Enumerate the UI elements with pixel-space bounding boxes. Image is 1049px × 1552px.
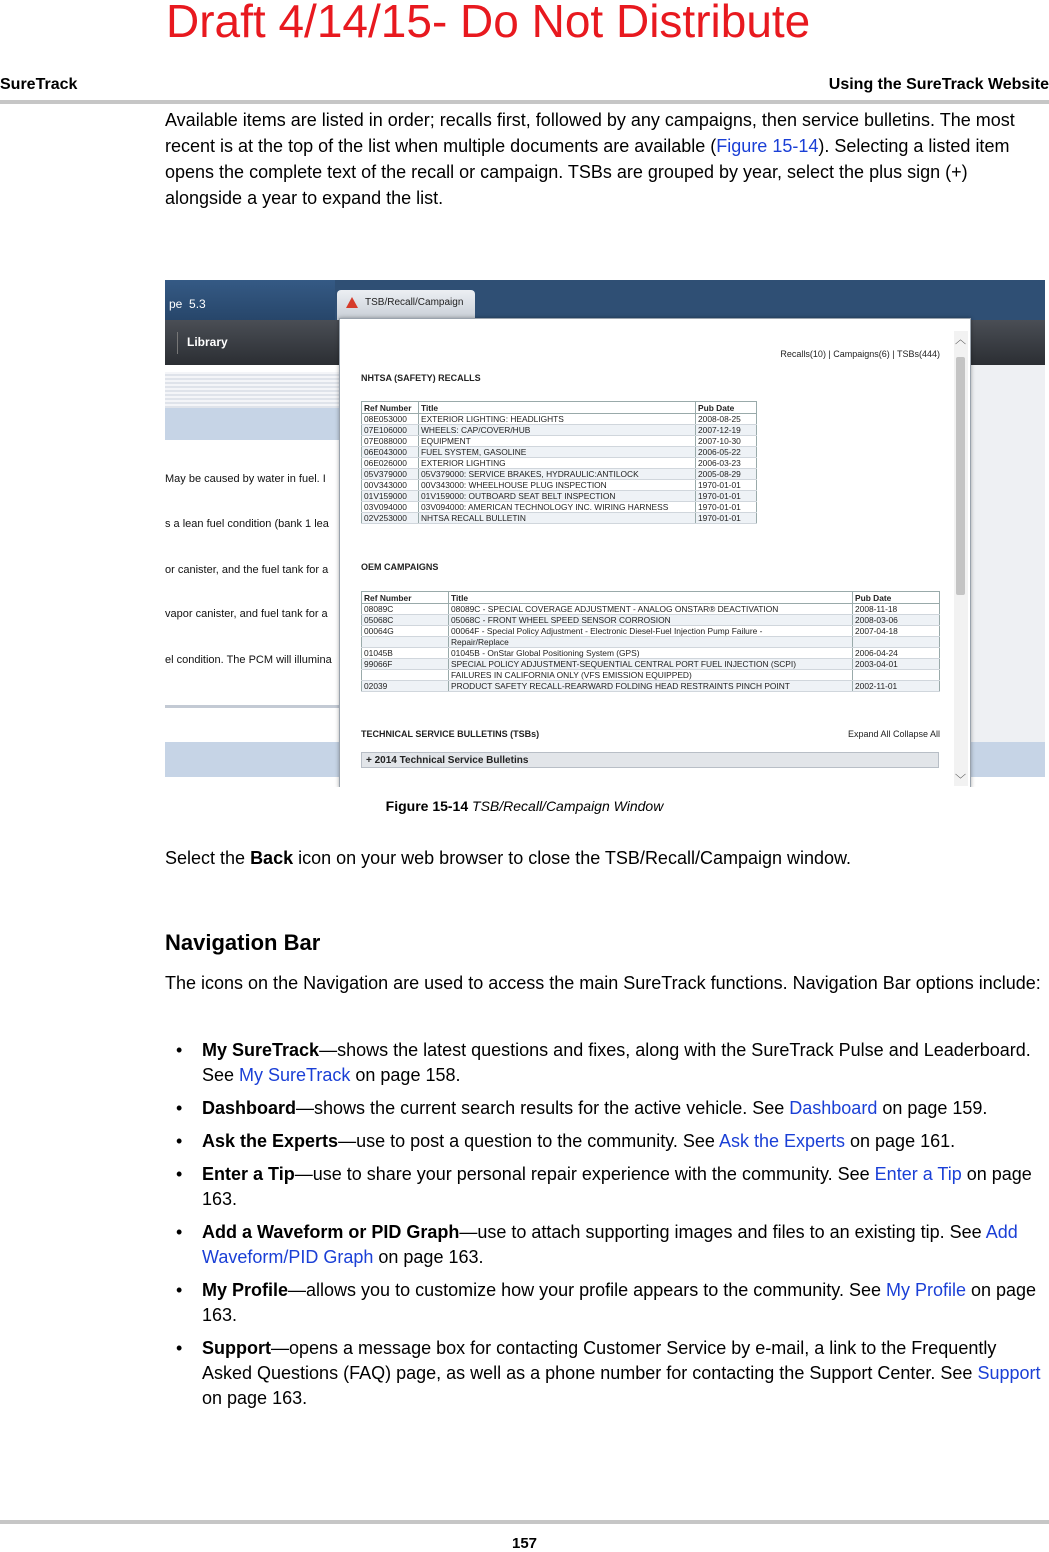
- date-cell: 2006-05-22: [696, 447, 757, 458]
- ref-cell: 01045B: [362, 648, 449, 659]
- count-links[interactable]: Recalls(10) | Campaigns(6) | TSBs(444): [780, 349, 940, 359]
- table-row[interactable]: [362, 469, 757, 480]
- item-link[interactable]: My SureTrack: [239, 1065, 351, 1085]
- item-tail: on page 163.: [202, 1164, 1032, 1209]
- tsb-year-row[interactable]: + 2014 Technical Service Bulletins: [361, 752, 939, 768]
- table-row[interactable]: [362, 648, 940, 659]
- list-item: • Enter a Tip—use to share your personal repair experience with the community. See Enter a Tip on page 163.: [176, 1164, 1032, 1209]
- item-link[interactable]: Enter a Tip: [874, 1164, 962, 1184]
- date-cell: 1970-01-01: [696, 502, 757, 513]
- table-row[interactable]: [362, 414, 757, 425]
- ref-cell: 05068C: [362, 615, 449, 626]
- item-tail: on page 163.: [202, 1280, 1037, 1325]
- title-cell: 08089C - SPECIAL COVERAGE ADJUSTMENT - ANALOG ONSTAR® DEACTIVATION: [449, 604, 853, 615]
- gray-line: [165, 705, 340, 708]
- figure-caption: [0, 798, 1049, 814]
- title-cell: WHEELS: CAP/COVER/HUB: [419, 425, 696, 436]
- date-cell: 2006-04-24: [853, 648, 940, 659]
- campaigns-heading: OEM CAMPAIGNS: [361, 562, 439, 572]
- ref-cell: 05V379000: [362, 469, 419, 480]
- item-name: Enter a Tip: [202, 1164, 295, 1184]
- table-row[interactable]: [362, 670, 940, 681]
- date-cell: 2007-04-18: [853, 626, 940, 637]
- header-product: SureTrack: [0, 76, 78, 93]
- col-title: Title: [419, 402, 696, 414]
- nav-options-list: [165, 1038, 1045, 1419]
- figure-screenshot: [165, 280, 1045, 787]
- recalls-heading: NHTSA (SAFETY) RECALLS: [361, 373, 481, 383]
- header-rule: [0, 100, 1049, 104]
- date-cell: 2002-11-01: [853, 681, 940, 692]
- table-row[interactable]: [362, 502, 757, 513]
- item-link[interactable]: My Profile: [885, 1280, 966, 1300]
- item-tail: on page 163.: [373, 1247, 484, 1267]
- intro-text-a: Available items are listed in order; recalls first, followed by any campaigns, then service bulletins. The most recent is at the top of the list when multiple documents are available (: [165, 110, 1015, 156]
- campaigns-table: [361, 591, 940, 692]
- caption-label: Figure 15-14: [385, 798, 469, 814]
- item-link[interactable]: Dashboard: [789, 1098, 878, 1118]
- table-row[interactable]: [362, 659, 940, 670]
- warning-icon: [346, 297, 358, 308]
- item-name: Add a Waveform or PID Graph: [202, 1222, 460, 1242]
- back-text-a: Select the: [165, 848, 251, 868]
- table-row[interactable]: [362, 436, 757, 447]
- footer-rule: [0, 1520, 1049, 1524]
- title-cell: 05068C - FRONT WHEEL SPEED SENSOR CORROSION: [449, 615, 853, 626]
- date-cell: 1970-01-01: [696, 480, 757, 491]
- date-cell: 2005-08-29: [696, 469, 757, 480]
- tsb-recall-dialog: [339, 318, 971, 787]
- date-cell: [853, 670, 940, 681]
- ref-cell: 06E043000: [362, 447, 419, 458]
- col-pub-date: Pub Date: [696, 402, 757, 414]
- date-cell: 2006-03-23: [696, 458, 757, 469]
- ref-cell: 07E088000: [362, 436, 419, 447]
- list-item: • My SureTrack—shows the latest questions and fixes, along with the SureTrack Pulse and Leaderboard. See My SureTrack on page 158.: [176, 1040, 1031, 1085]
- title-cell: 01V159000: OUTBOARD SEAT BELT INSPECTION: [419, 491, 696, 502]
- ref-cell: 00V343000: [362, 480, 419, 491]
- item-desc: —use to post a question to the community. See: [338, 1131, 719, 1151]
- table-row[interactable]: [362, 491, 757, 502]
- list-item: • Dashboard—shows the current search results for the active vehicle. See Dashboard on page 159.: [176, 1098, 988, 1118]
- draft-watermark: Draft 4/14/15- Do Not Distribute: [166, 0, 811, 47]
- list-item: • My Profile—allows you to customize how your profile appears to the community. See My Profile on page 163.: [176, 1280, 1037, 1325]
- item-name: Support: [202, 1338, 271, 1358]
- intro-text-b: ). Selecting a listed item opens the complete text of the recall or campaign. TSBs are grouped by year, select the plus sign (+) alongside a year to expand the list.: [165, 136, 1010, 208]
- ref-cell: 08089C: [362, 604, 449, 615]
- tsb-heading: TECHNICAL SERVICE BULLETINS (TSBs): [361, 729, 540, 739]
- col-ref-number: Ref Number: [362, 592, 449, 604]
- title-cell: 00064F - Special Policy Adjustment - Electronic Diesel-Fuel Injection Pump Failure -: [449, 626, 853, 637]
- scroll-up-icon[interactable]: ︿: [955, 334, 966, 346]
- col-pub-date: Pub Date: [853, 592, 940, 604]
- table-row[interactable]: [362, 626, 940, 637]
- title-cell: EXTERIOR LIGHTING: HEADLIGHTS: [419, 414, 696, 425]
- ref-cell: 08E053000: [362, 414, 419, 425]
- ref-cell: 01V159000: [362, 491, 419, 502]
- item-tail: on page 161.: [845, 1131, 956, 1151]
- ref-cell: 02V253000: [362, 513, 419, 524]
- date-cell: 2008-11-18: [853, 604, 940, 615]
- ref-cell: [362, 670, 449, 681]
- bg-line-1: May be caused by water in fuel. I: [165, 473, 326, 485]
- list-item: • Add a Waveform or PID Graph—use to attach supporting images and files to an existing tip. See Add Waveform/PID Graph on page 163.: [176, 1222, 1018, 1267]
- tsb-recall-tab[interactable]: [337, 290, 475, 320]
- ref-cell: 00064G: [362, 626, 449, 637]
- col-title: Title: [449, 592, 853, 604]
- list-item: • Ask the Experts—use to post a question to the community. See Ask the Experts on page 161.: [176, 1131, 956, 1151]
- right-column: [970, 365, 1045, 765]
- ref-cell: 07E106000: [362, 425, 419, 436]
- list-item: • Support—opens a message box for contacting Customer Service by e-mail, a link to the Frequently Asked Questions (FAQ) page, as well as a phone number for contacting the Support Center. See Support on page 163.: [176, 1338, 1041, 1408]
- date-cell: 1970-01-01: [696, 491, 757, 502]
- intro-paragraph: [165, 107, 1045, 211]
- title-cell: PRODUCT SAFETY RECALL-REARWARD FOLDING HEAD RESTRAINTS PINCH POINT: [449, 681, 853, 692]
- item-name: Ask the Experts: [202, 1131, 339, 1151]
- item-desc: —shows the latest questions and fixes, along with the SureTrack Pulse and Leaderboard. See: [202, 1040, 1031, 1085]
- table-row[interactable]: [362, 480, 757, 491]
- table-row[interactable]: [362, 637, 940, 648]
- title-cell: 03V094000: AMERICAN TECHNOLOGY INC. WIRING HARNESS: [419, 502, 696, 513]
- table-row[interactable]: [362, 681, 940, 692]
- back-bold: Back: [250, 848, 294, 868]
- table-row[interactable]: [362, 425, 757, 436]
- item-link[interactable]: Ask the Experts: [718, 1131, 846, 1151]
- title-cell: SPECIAL POLICY ADJUSTMENT-SEQUENTIAL CENTRAL PORT FUEL INJECTION (SCPI): [449, 659, 853, 670]
- table-row[interactable]: [362, 458, 757, 469]
- section-title: Navigation Bar: [165, 930, 321, 955]
- title-cell: NHTSA RECALL BULLETIN: [419, 513, 696, 524]
- expand-collapse-links[interactable]: Expand All Collapse All: [847, 729, 940, 739]
- tab-label: TSB/Recall/Campaign: [365, 297, 464, 308]
- date-cell: 2007-10-30: [696, 436, 757, 447]
- bg-line-2: s a lean fuel condition (bank 1 lea: [165, 518, 329, 530]
- item-tail: on page 163.: [202, 1388, 308, 1408]
- header-section: Using the SureTrack Website: [828, 76, 1049, 93]
- title-cell: FAILURES IN CALIFORNIA ONLY (VFS EMISSION EQUIPPED): [449, 670, 853, 681]
- nav-library[interactable]: Library: [187, 335, 228, 349]
- back-text-b: icon on your web browser to close the TSB/Recall/Campaign window.: [293, 848, 852, 868]
- item-name: Dashboard: [202, 1098, 297, 1118]
- bg-line-5: el condition. The PCM will illumina: [165, 654, 332, 666]
- item-desc: —use to attach supporting images and files to an existing tip. See: [459, 1222, 986, 1242]
- back-paragraph: [165, 845, 1045, 871]
- table-row[interactable]: [362, 447, 757, 458]
- col-ref-number: Ref Number: [362, 402, 419, 414]
- title-cell: Repair/Replace: [449, 637, 853, 648]
- app-version: 5.3: [189, 297, 206, 311]
- item-tail: on page 159.: [877, 1098, 988, 1118]
- figure-link[interactable]: Figure 15-14: [716, 136, 819, 156]
- recalls-table: [361, 401, 757, 524]
- item-desc: —shows the current search results for the active vehicle. See: [296, 1098, 790, 1118]
- date-cell: 2003-04-01: [853, 659, 940, 670]
- title-cell: EQUIPMENT: [419, 436, 696, 447]
- item-link[interactable]: Add Waveform/PID Graph: [202, 1222, 1018, 1267]
- title-cell: 01045B - OnStar Global Positioning System (GPS): [449, 648, 853, 659]
- date-cell: [853, 637, 940, 648]
- page-number: 157: [511, 1535, 538, 1552]
- scroll-down-icon[interactable]: ﹀: [955, 774, 966, 786]
- table-row[interactable]: [362, 604, 940, 615]
- title-cell: 00V343000: WHEELHOUSE PLUG INSPECTION: [419, 480, 696, 491]
- caption-text: TSB/Recall/Campaign Window: [472, 798, 664, 814]
- title-cell: 05V379000: SERVICE BRAKES, HYDRAULIC:ANTILOCK: [419, 469, 696, 480]
- date-cell: 2008-03-06: [853, 615, 940, 626]
- ref-cell: [362, 637, 449, 648]
- title-cell: EXTERIOR LIGHTING: [419, 458, 696, 469]
- item-tail: on page 158.: [350, 1065, 461, 1085]
- item-desc: —use to share your personal repair experience with the community. See: [294, 1164, 875, 1184]
- date-cell: 2007-12-19: [696, 425, 757, 436]
- app-version-area: pe 5.3: [165, 280, 335, 320]
- ref-cell: 02039: [362, 681, 449, 692]
- ref-cell: 99066F: [362, 659, 449, 670]
- item-desc: —opens a message box for contacting Customer Service by e-mail, a link to the Frequently Asked Questions (FAQ) page, as well as a phone number for contacting the Support Center. See: [202, 1338, 997, 1383]
- title-cell: FUEL SYSTEM, GASOLINE: [419, 447, 696, 458]
- table-row[interactable]: [362, 513, 757, 524]
- section-intro: The icons on the Navigation are used to access the main SureTrack functions. Navigation Bar options include:: [165, 973, 1041, 993]
- date-cell: 1970-01-01: [696, 513, 757, 524]
- ref-cell: 03V094000: [362, 502, 419, 513]
- bg-line-4: vapor canister, and fuel tank for a: [165, 608, 328, 620]
- item-name: My SureTrack: [202, 1040, 320, 1060]
- table-row[interactable]: [362, 615, 940, 626]
- date-cell: 2008-08-25: [696, 414, 757, 425]
- item-name: My Profile: [202, 1280, 289, 1300]
- scrollbar-thumb[interactable]: [956, 357, 965, 595]
- item-desc: —allows you to customize how your profile appears to the community. See: [288, 1280, 886, 1300]
- stripe-band: [165, 372, 340, 408]
- ref-cell: 06E026000: [362, 458, 419, 469]
- nav-separator: [177, 332, 178, 354]
- bg-line-3: or canister, and the fuel tank for a: [165, 564, 329, 576]
- item-link[interactable]: Support: [977, 1363, 1041, 1383]
